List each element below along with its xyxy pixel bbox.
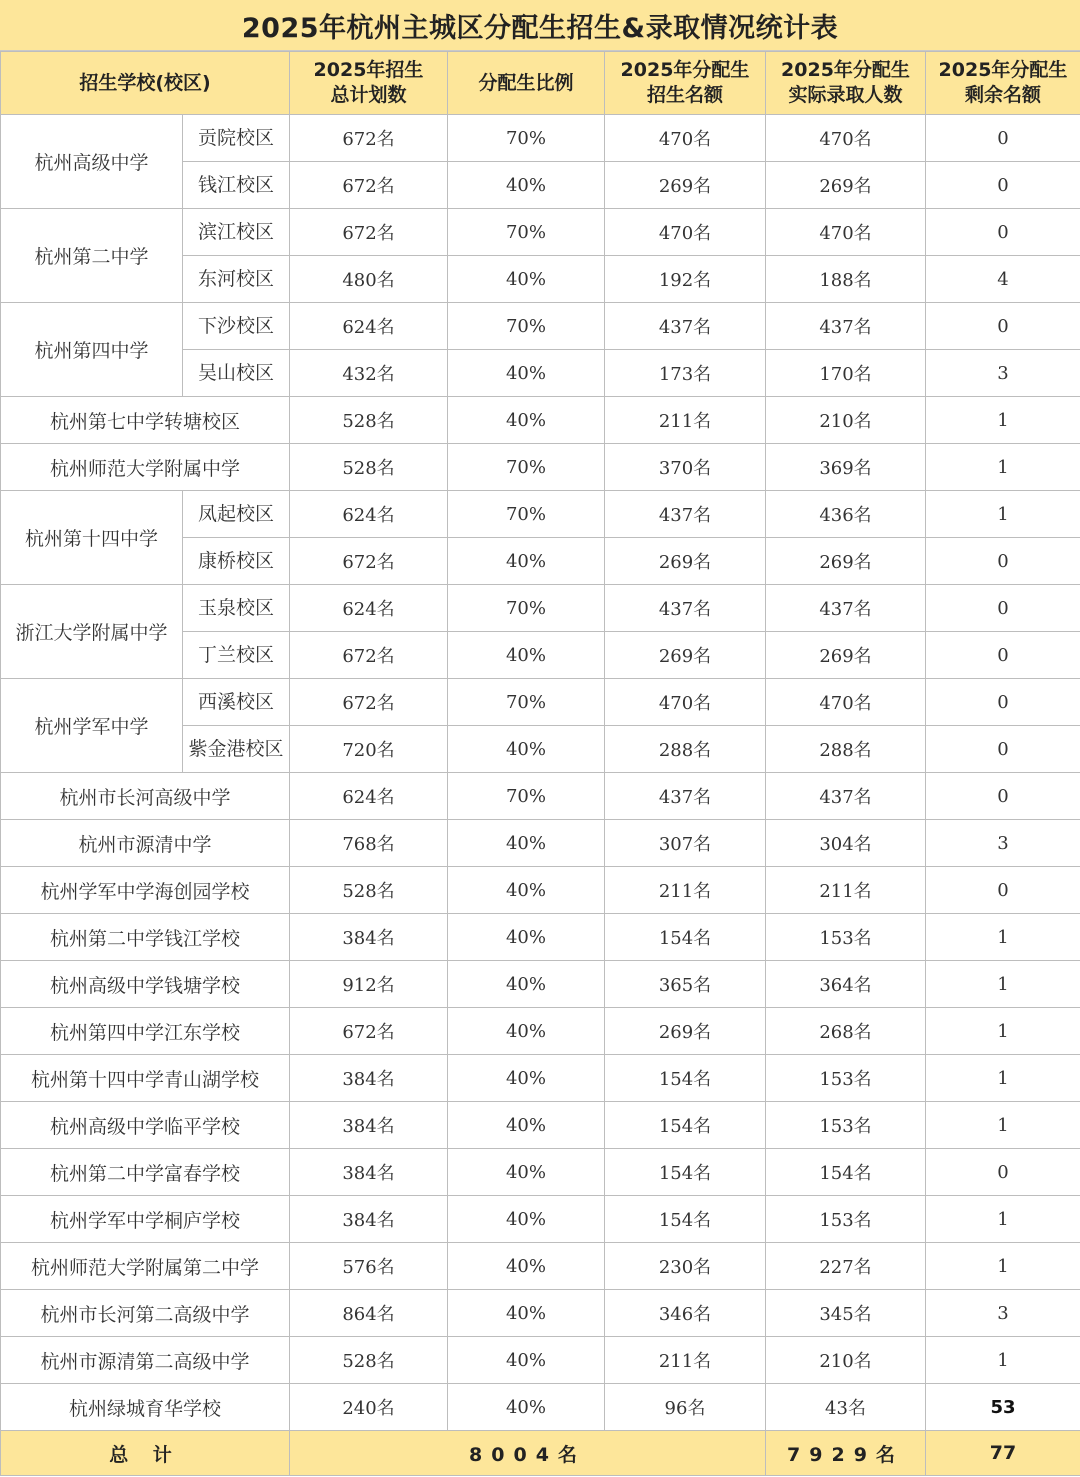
campus-name: 下沙校区: [183, 303, 290, 350]
quota-cell: 211名: [605, 1337, 766, 1384]
remaining-cell: 3: [926, 350, 1080, 397]
school-name: 杭州市源清第二高级中学: [1, 1337, 290, 1384]
table-row: [1, 1102, 1080, 1149]
remaining-cell: 0: [926, 773, 1080, 820]
ratio-cell: 70%: [448, 773, 605, 820]
plan-cell: 528名: [290, 397, 448, 444]
quota-cell: 211名: [605, 397, 766, 444]
plan-cell: 480名: [290, 256, 448, 303]
remaining-cell: 1: [926, 1337, 1080, 1384]
table-row: [1, 1384, 1080, 1431]
plan-cell: 672名: [290, 1008, 448, 1055]
ratio-cell: 40%: [448, 1102, 605, 1149]
school-name: 杭州第二中学富春学校: [1, 1149, 290, 1196]
remaining-cell: 1: [926, 1196, 1080, 1243]
school-name: 杭州市源清中学: [1, 820, 290, 867]
plan-cell: 720名: [290, 726, 448, 773]
quota-cell: 470名: [605, 679, 766, 726]
ratio-cell: 40%: [448, 961, 605, 1008]
plan-cell: 768名: [290, 820, 448, 867]
plan-cell: 672名: [290, 209, 448, 256]
admitted-cell: 170名: [766, 350, 926, 397]
ratio-cell: 40%: [448, 820, 605, 867]
ratio-cell: 70%: [448, 679, 605, 726]
table-row: [1, 397, 1080, 444]
table-row: [1, 773, 1080, 820]
quota-cell: 173名: [605, 350, 766, 397]
quota-cell: 437名: [605, 773, 766, 820]
ratio-cell: 70%: [448, 115, 605, 162]
plan-cell: 384名: [290, 914, 448, 961]
ratio-cell: 70%: [448, 303, 605, 350]
ratio-cell: 40%: [448, 1149, 605, 1196]
admitted-cell: 227名: [766, 1243, 926, 1290]
single-school-rows: [1, 773, 1080, 1431]
plan-cell: 384名: [290, 1055, 448, 1102]
school-name: 杭州学军中学桐庐学校: [1, 1196, 290, 1243]
plan-cell: 528名: [290, 444, 448, 491]
table-row: [1, 820, 1080, 867]
admitted-cell: 188名: [766, 256, 926, 303]
campus-name: 紫金港校区: [183, 726, 290, 773]
ratio-cell: 40%: [448, 867, 605, 914]
quota-cell: 370名: [605, 444, 766, 491]
ratio-cell: 40%: [448, 914, 605, 961]
remaining-cell: 1: [926, 961, 1080, 1008]
school-name: 杭州市长河第二高级中学: [1, 1290, 290, 1337]
header-quota: 2025年分配生 招生名额: [605, 52, 766, 115]
remaining-cell: 1: [926, 1008, 1080, 1055]
ratio-cell: 40%: [448, 538, 605, 585]
plan-cell: 384名: [290, 1102, 448, 1149]
campus-name: 丁兰校区: [183, 632, 290, 679]
table-row: [1, 1055, 1080, 1102]
quota-cell: 192名: [605, 256, 766, 303]
ratio-cell: 40%: [448, 162, 605, 209]
remaining-cell: 1: [926, 914, 1080, 961]
school-name: 杭州师范大学附属第二中学: [1, 1243, 290, 1290]
ratio-cell: 70%: [448, 585, 605, 632]
admitted-cell: 211名: [766, 867, 926, 914]
quota-cell: 269名: [605, 538, 766, 585]
ratio-cell: 40%: [448, 1337, 605, 1384]
header-row: [1, 52, 1080, 115]
admitted-cell: 436名: [766, 491, 926, 538]
school-name: 杭州第二中学: [1, 209, 183, 303]
plan-cell: 384名: [290, 1149, 448, 1196]
ratio-cell: 40%: [448, 1384, 605, 1431]
table-row: [1, 1008, 1080, 1055]
campus-name: 东河校区: [183, 256, 290, 303]
quota-cell: 365名: [605, 961, 766, 1008]
table-row: [1, 867, 1080, 914]
remaining-cell: 0: [926, 632, 1080, 679]
admitted-cell: 43名: [766, 1384, 926, 1431]
table-row: [1, 303, 1080, 350]
remaining-cell: 0: [926, 209, 1080, 256]
ratio-cell: 40%: [448, 1055, 605, 1102]
plan-cell: 672名: [290, 115, 448, 162]
campus-name: 康桥校区: [183, 538, 290, 585]
admitted-cell: 470名: [766, 209, 926, 256]
admitted-cell: 369名: [766, 444, 926, 491]
plan-cell: 240名: [290, 1384, 448, 1431]
admitted-cell: 210名: [766, 1337, 926, 1384]
admitted-cell: 153名: [766, 1196, 926, 1243]
quota-cell: 96名: [605, 1384, 766, 1431]
header-ratio: 分配生比例: [448, 52, 605, 115]
plan-cell: 912名: [290, 961, 448, 1008]
remaining-cell: 0: [926, 726, 1080, 773]
header-remaining: 2025年分配生 剩余名额: [926, 52, 1080, 115]
campus-name: 凤起校区: [183, 491, 290, 538]
table-row: [1, 585, 1080, 632]
admitted-cell: 470名: [766, 115, 926, 162]
plan-cell: 672名: [290, 632, 448, 679]
ratio-cell: 40%: [448, 350, 605, 397]
plan-cell: 528名: [290, 1337, 448, 1384]
school-name: 杭州高级中学: [1, 115, 183, 209]
remaining-cell: 1: [926, 1102, 1080, 1149]
table-row: [1, 444, 1080, 491]
campus-name: 玉泉校区: [183, 585, 290, 632]
admitted-cell: 153名: [766, 1055, 926, 1102]
table-row: [1, 1149, 1080, 1196]
admitted-cell: 437名: [766, 585, 926, 632]
ratio-cell: 70%: [448, 491, 605, 538]
quota-cell: 437名: [605, 303, 766, 350]
admitted-cell: 269名: [766, 632, 926, 679]
header-school: 招生学校(校区): [1, 52, 290, 115]
school-name: 杭州师范大学附属中学: [1, 444, 290, 491]
remaining-cell: 0: [926, 1149, 1080, 1196]
ratio-cell: 40%: [448, 1243, 605, 1290]
quota-cell: 346名: [605, 1290, 766, 1337]
quota-cell: 211名: [605, 867, 766, 914]
table-title: 2025年杭州主城区分配生招生&录取情况统计表: [0, 0, 1080, 51]
remaining-cell: 53: [926, 1384, 1080, 1431]
campus-name: 钱江校区: [183, 162, 290, 209]
admission-table: [0, 51, 1080, 1476]
header-plan-total: 2025年招生 总计划数: [290, 52, 448, 115]
remaining-cell: 3: [926, 1290, 1080, 1337]
ratio-cell: 40%: [448, 397, 605, 444]
table-row: [1, 491, 1080, 538]
ratio-cell: 40%: [448, 726, 605, 773]
remaining-cell: 0: [926, 679, 1080, 726]
ratio-cell: 40%: [448, 1008, 605, 1055]
admitted-cell: 470名: [766, 679, 926, 726]
total-row: [1, 1431, 1080, 1476]
quota-cell: 154名: [605, 1055, 766, 1102]
quota-cell: 470名: [605, 209, 766, 256]
remaining-cell: 0: [926, 585, 1080, 632]
school-name: 杭州市长河高级中学: [1, 773, 290, 820]
school-name: 杭州高级中学钱塘学校: [1, 961, 290, 1008]
remaining-cell: 1: [926, 397, 1080, 444]
plan-cell: 672名: [290, 679, 448, 726]
remaining-cell: 0: [926, 162, 1080, 209]
admitted-cell: 304名: [766, 820, 926, 867]
header-admitted: 2025年分配生 实际录取人数: [766, 52, 926, 115]
plan-cell: 672名: [290, 538, 448, 585]
school-name: 杭州高级中学临平学校: [1, 1102, 290, 1149]
plan-cell: 624名: [290, 585, 448, 632]
total-label: 总 计: [1, 1431, 290, 1476]
admitted-cell: 269名: [766, 538, 926, 585]
quota-cell: 154名: [605, 1196, 766, 1243]
plan-cell: 672名: [290, 162, 448, 209]
school-name: 杭州第七中学转塘校区: [1, 397, 290, 444]
campus-name: 贡院校区: [183, 115, 290, 162]
quota-cell: 154名: [605, 1149, 766, 1196]
school-name: 杭州绿城育华学校: [1, 1384, 290, 1431]
total-remaining: 77: [926, 1431, 1080, 1476]
quota-cell: 307名: [605, 820, 766, 867]
admitted-cell: 437名: [766, 303, 926, 350]
remaining-cell: 4: [926, 256, 1080, 303]
campus-name: 西溪校区: [183, 679, 290, 726]
table-row: [1, 914, 1080, 961]
plan-cell: 624名: [290, 773, 448, 820]
quota-cell: 269名: [605, 162, 766, 209]
campus-name: 滨江校区: [183, 209, 290, 256]
ratio-cell: 40%: [448, 1290, 605, 1337]
quota-cell: 470名: [605, 115, 766, 162]
campus-name: 吴山校区: [183, 350, 290, 397]
school-name: 杭州学军中学海创园学校: [1, 867, 290, 914]
school-name: 杭州第十四中学: [1, 491, 183, 585]
admitted-cell: 154名: [766, 1149, 926, 1196]
quota-cell: 154名: [605, 914, 766, 961]
school-name: 杭州第二中学钱江学校: [1, 914, 290, 961]
admitted-cell: 288名: [766, 726, 926, 773]
admitted-cell: 153名: [766, 914, 926, 961]
plan-cell: 384名: [290, 1196, 448, 1243]
quota-cell: 269名: [605, 632, 766, 679]
admitted-cell: 269名: [766, 162, 926, 209]
remaining-cell: 1: [926, 444, 1080, 491]
plan-cell: 624名: [290, 303, 448, 350]
ratio-cell: 40%: [448, 256, 605, 303]
ratio-cell: 40%: [448, 1196, 605, 1243]
remaining-cell: 0: [926, 867, 1080, 914]
quota-cell: 154名: [605, 1102, 766, 1149]
remaining-cell: 0: [926, 538, 1080, 585]
admitted-cell: 345名: [766, 1290, 926, 1337]
plan-cell: 624名: [290, 491, 448, 538]
total-quota: 8004名: [290, 1431, 766, 1476]
quota-cell: 437名: [605, 585, 766, 632]
table-row: [1, 679, 1080, 726]
plan-cell: 864名: [290, 1290, 448, 1337]
plan-cell: 432名: [290, 350, 448, 397]
table-row: [1, 115, 1080, 162]
table-row: [1, 209, 1080, 256]
ratio-cell: 70%: [448, 444, 605, 491]
ratio-cell: 40%: [448, 632, 605, 679]
school-name: 杭州第四中学江东学校: [1, 1008, 290, 1055]
remaining-cell: 0: [926, 115, 1080, 162]
admitted-cell: 153名: [766, 1102, 926, 1149]
plan-cell: 528名: [290, 867, 448, 914]
table-row: [1, 1243, 1080, 1290]
table-row: [1, 1196, 1080, 1243]
school-name: 杭州第十四中学青山湖学校: [1, 1055, 290, 1102]
table-row: [1, 961, 1080, 1008]
remaining-cell: 3: [926, 820, 1080, 867]
admitted-cell: 210名: [766, 397, 926, 444]
quota-cell: 269名: [605, 1008, 766, 1055]
table-row: [1, 1337, 1080, 1384]
remaining-cell: 1: [926, 1243, 1080, 1290]
admitted-cell: 268名: [766, 1008, 926, 1055]
remaining-cell: 1: [926, 1055, 1080, 1102]
quota-cell: 437名: [605, 491, 766, 538]
remaining-cell: 1: [926, 491, 1080, 538]
school-name: 杭州第四中学: [1, 303, 183, 397]
quota-cell: 288名: [605, 726, 766, 773]
school-name: 浙江大学附属中学: [1, 585, 183, 679]
table-row: [1, 1290, 1080, 1337]
ratio-cell: 70%: [448, 209, 605, 256]
remaining-cell: 0: [926, 303, 1080, 350]
quota-cell: 230名: [605, 1243, 766, 1290]
plan-cell: 576名: [290, 1243, 448, 1290]
admitted-cell: 364名: [766, 961, 926, 1008]
total-admitted: 7929名: [766, 1431, 926, 1476]
school-name: 杭州学军中学: [1, 679, 183, 773]
admitted-cell: 437名: [766, 773, 926, 820]
